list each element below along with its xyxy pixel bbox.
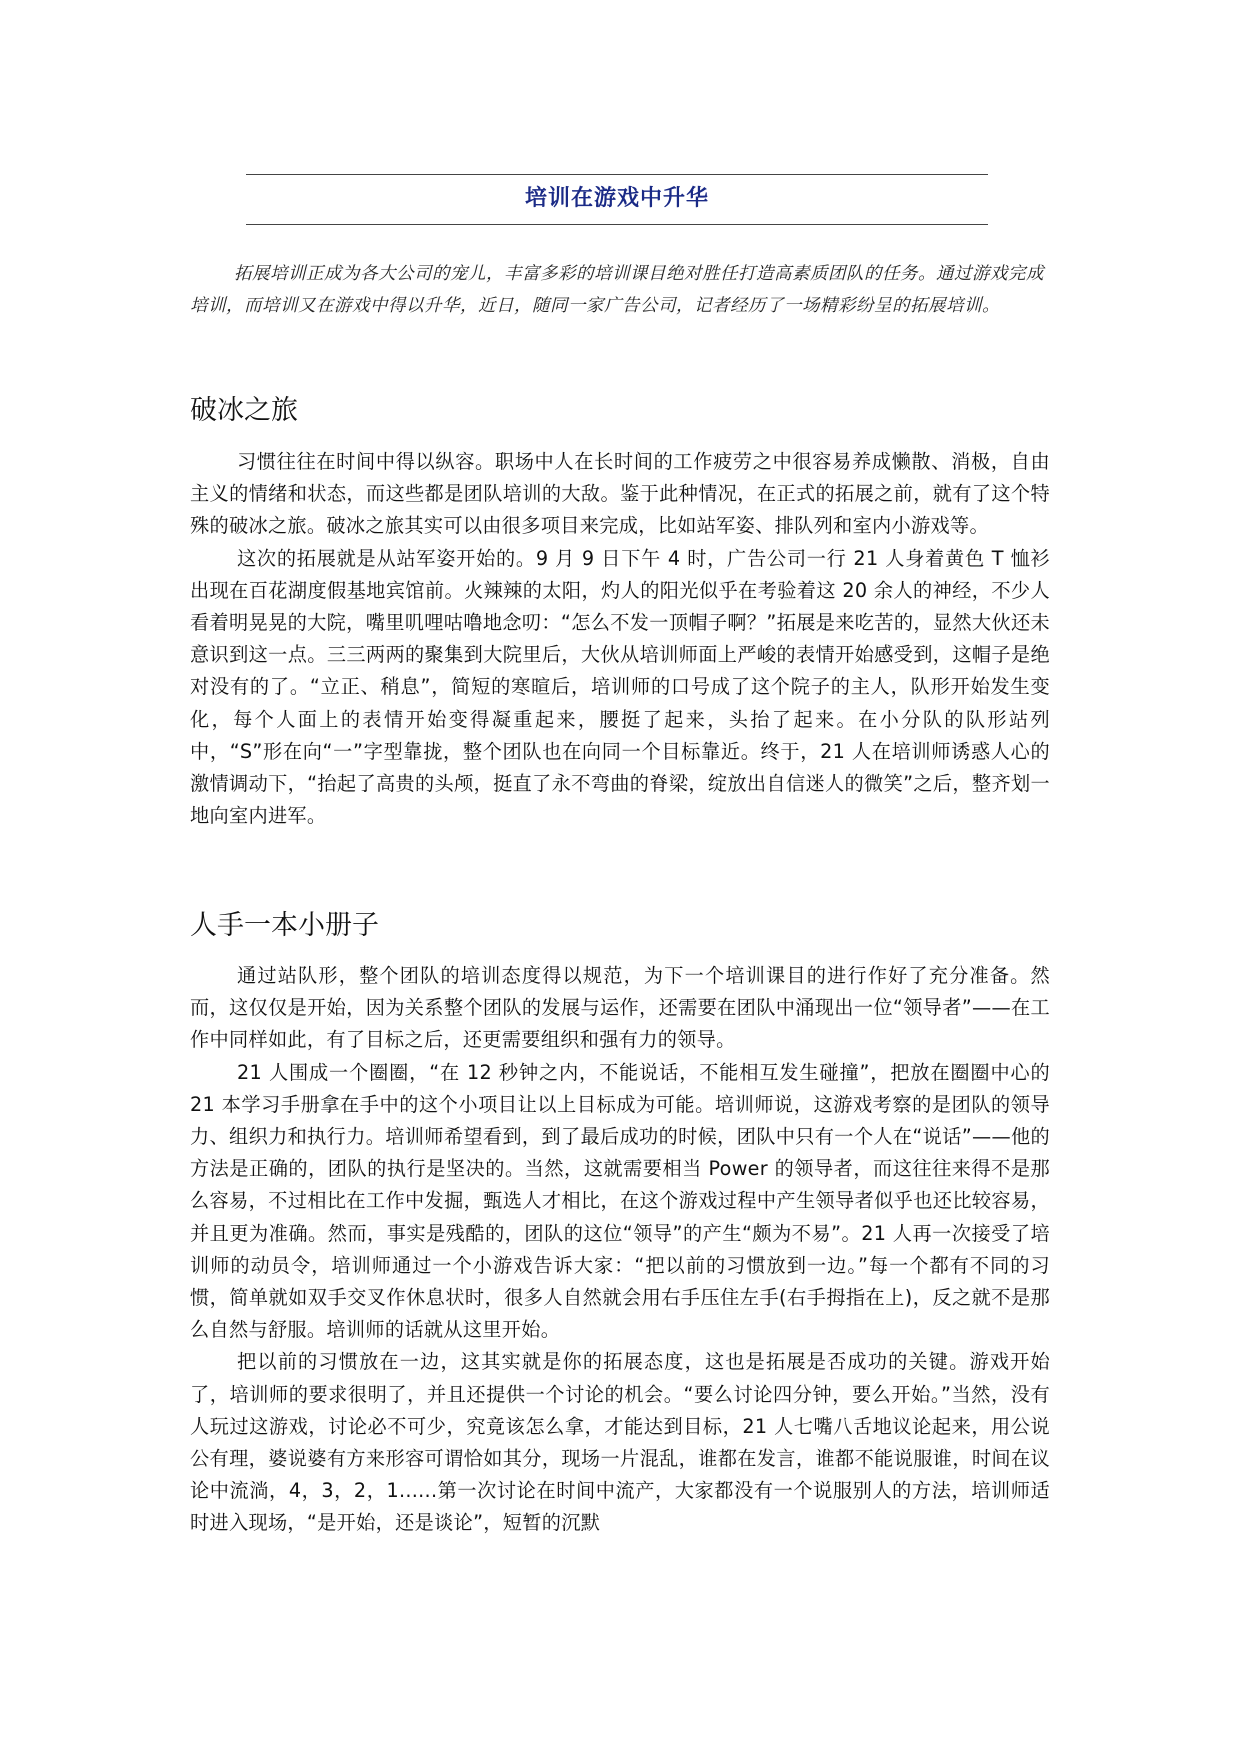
body-paragraph: 习惯往往在时间中得以纵容。职场中人在长时间的工作疲劳之中很容易养成懒散、消极，自由主义的情绪和状态，而这些都是团队培训的大敌。鉴于此种情况，在正式的拓展之前，就有了这个特殊的破冰之旅。破冰之旅其实可以由很多项目来完成，比如站军姿、排队列和室内小游戏等。: [190, 450, 1050, 538]
section-body-booklet: [190, 960, 1050, 1540]
document-title: 培训在游戏中升华: [524, 186, 709, 211]
body-paragraph: 21 人围成一个圈圈，“在 12 秒钟之内，不能说话，不能相互发生碰撞”，把放在圈圈中心的 21 本学习手册拿在手中的这个小项目让以上目标成为可能。培训师说，这游戏考察的是团队的领导力、组织力和执行力。培训师希望看到，到了最后成功的时候，团队中只有一个人在“说话”——他的方法是正确的，团队的执行是坚决的。当然，这就需要相当 Power 的领导者，而这往往来得不是那么容易，不过相比在工作中发掘，甄选人才相比，在这个游戏过程中产生领导者似乎也还比较容易，并且更为准确。然而，事实是残酷的，团队的这位“领导”的产生“颇为不易”。21 人再一次接受了培训师的动员令，培训师通过一个小游戏告诉大家：“把以前的习惯放到一边。”每一个都有不同的习惯，简单就如双手交叉作休息状时，很多人自然就会用右手压住左手(右手拇指在上)，反之就不是那么自然与舒服。培训师的话就从这里开始。: [190, 1060, 1050, 1342]
body-paragraph: 通过站队形，整个团队的培训态度得以规范，为下一个培训课目的进行作好了充分准备。然而，这仅仅是开始，因为关系整个团队的发展与运作，还需要在团队中涌现出一位“领导者”——在工作中同样如此，有了目标之后，还更需要组织和强有力的领导。: [190, 964, 1050, 1052]
title-bottom-rule: [246, 224, 988, 225]
body-paragraph: 把以前的习惯放在一边，这其实就是你的拓展态度，这也是拓展是否成功的关键。游戏开始了，培训师的要求很明了，并且还提供一个讨论的机会。“要么讨论四分钟，要么开始。”当然，没有人玩过这游戏，讨论必不可少，究竟该怎么拿，才能达到目标，21 人七嘴八舌地议论起来，用公说公有理，婆说婆有方来形容可谓恰如其分，现场一片混乱，谁都在发言，谁都不能说服谁，时间在议论中流淌，4，3，2，1......第一次讨论在时间中流产，大家都没有一个说服别人的方法，培训师适时进入现场，“是开始，还是谈论”，短暂的沉默: [190, 1350, 1050, 1535]
section-heading-icebreaker: 破冰之旅: [190, 395, 298, 426]
intro-paragraph: 拓展培训正成为各大公司的宠儿，丰富多彩的培训课目绝对胜任打造高素质团队的任务。通过游戏完成培训，而培训又在游戏中得以升华，近日，随同一家广告公司，记者经历了一场精彩纷呈的拓展培训。: [190, 264, 1044, 316]
section-body-icebreaker: [190, 446, 1050, 832]
body-paragraph: 这次的拓展就是从站军姿开始的。9 月 9 日下午 4 时，广告公司一行 21 人身着黄色 T 恤衫出现在百花湖度假基地宾馆前。火辣辣的太阳，灼人的阳光似乎在考验着这 20 余人的神经，不少人看着明晃晃的大院，嘴里叽哩咕噜地念叨：“怎么不发一顶帽子啊？”拓展是来吃苦的，显然大伙还未意识到这一点。三三两两的聚集到大院里后，大伙从培训师面上严峻的表情开始感受到，这帽子是绝对没有的了。“立正、稍息”，简短的寒暄后，培训师的口号成了这个院子的主人，队形开始发生变化，每个人面上的表情开始变得凝重起来，腰挺了起来，头抬了起来。在小分队的队形站列中，“S”形在向“一”字型靠拢，整个团队也在向同一个目标靠近。终于，21 人在培训师诱惑人心的激情调动下，“抬起了高贵的头颅，挺直了永不弯曲的脊梁，绽放出自信迷人的微笑”之后，整齐划一地向室内进军。: [190, 546, 1050, 828]
section-heading-booklet: 人手一本小册子: [190, 910, 379, 941]
title-top-rule: [246, 174, 988, 175]
